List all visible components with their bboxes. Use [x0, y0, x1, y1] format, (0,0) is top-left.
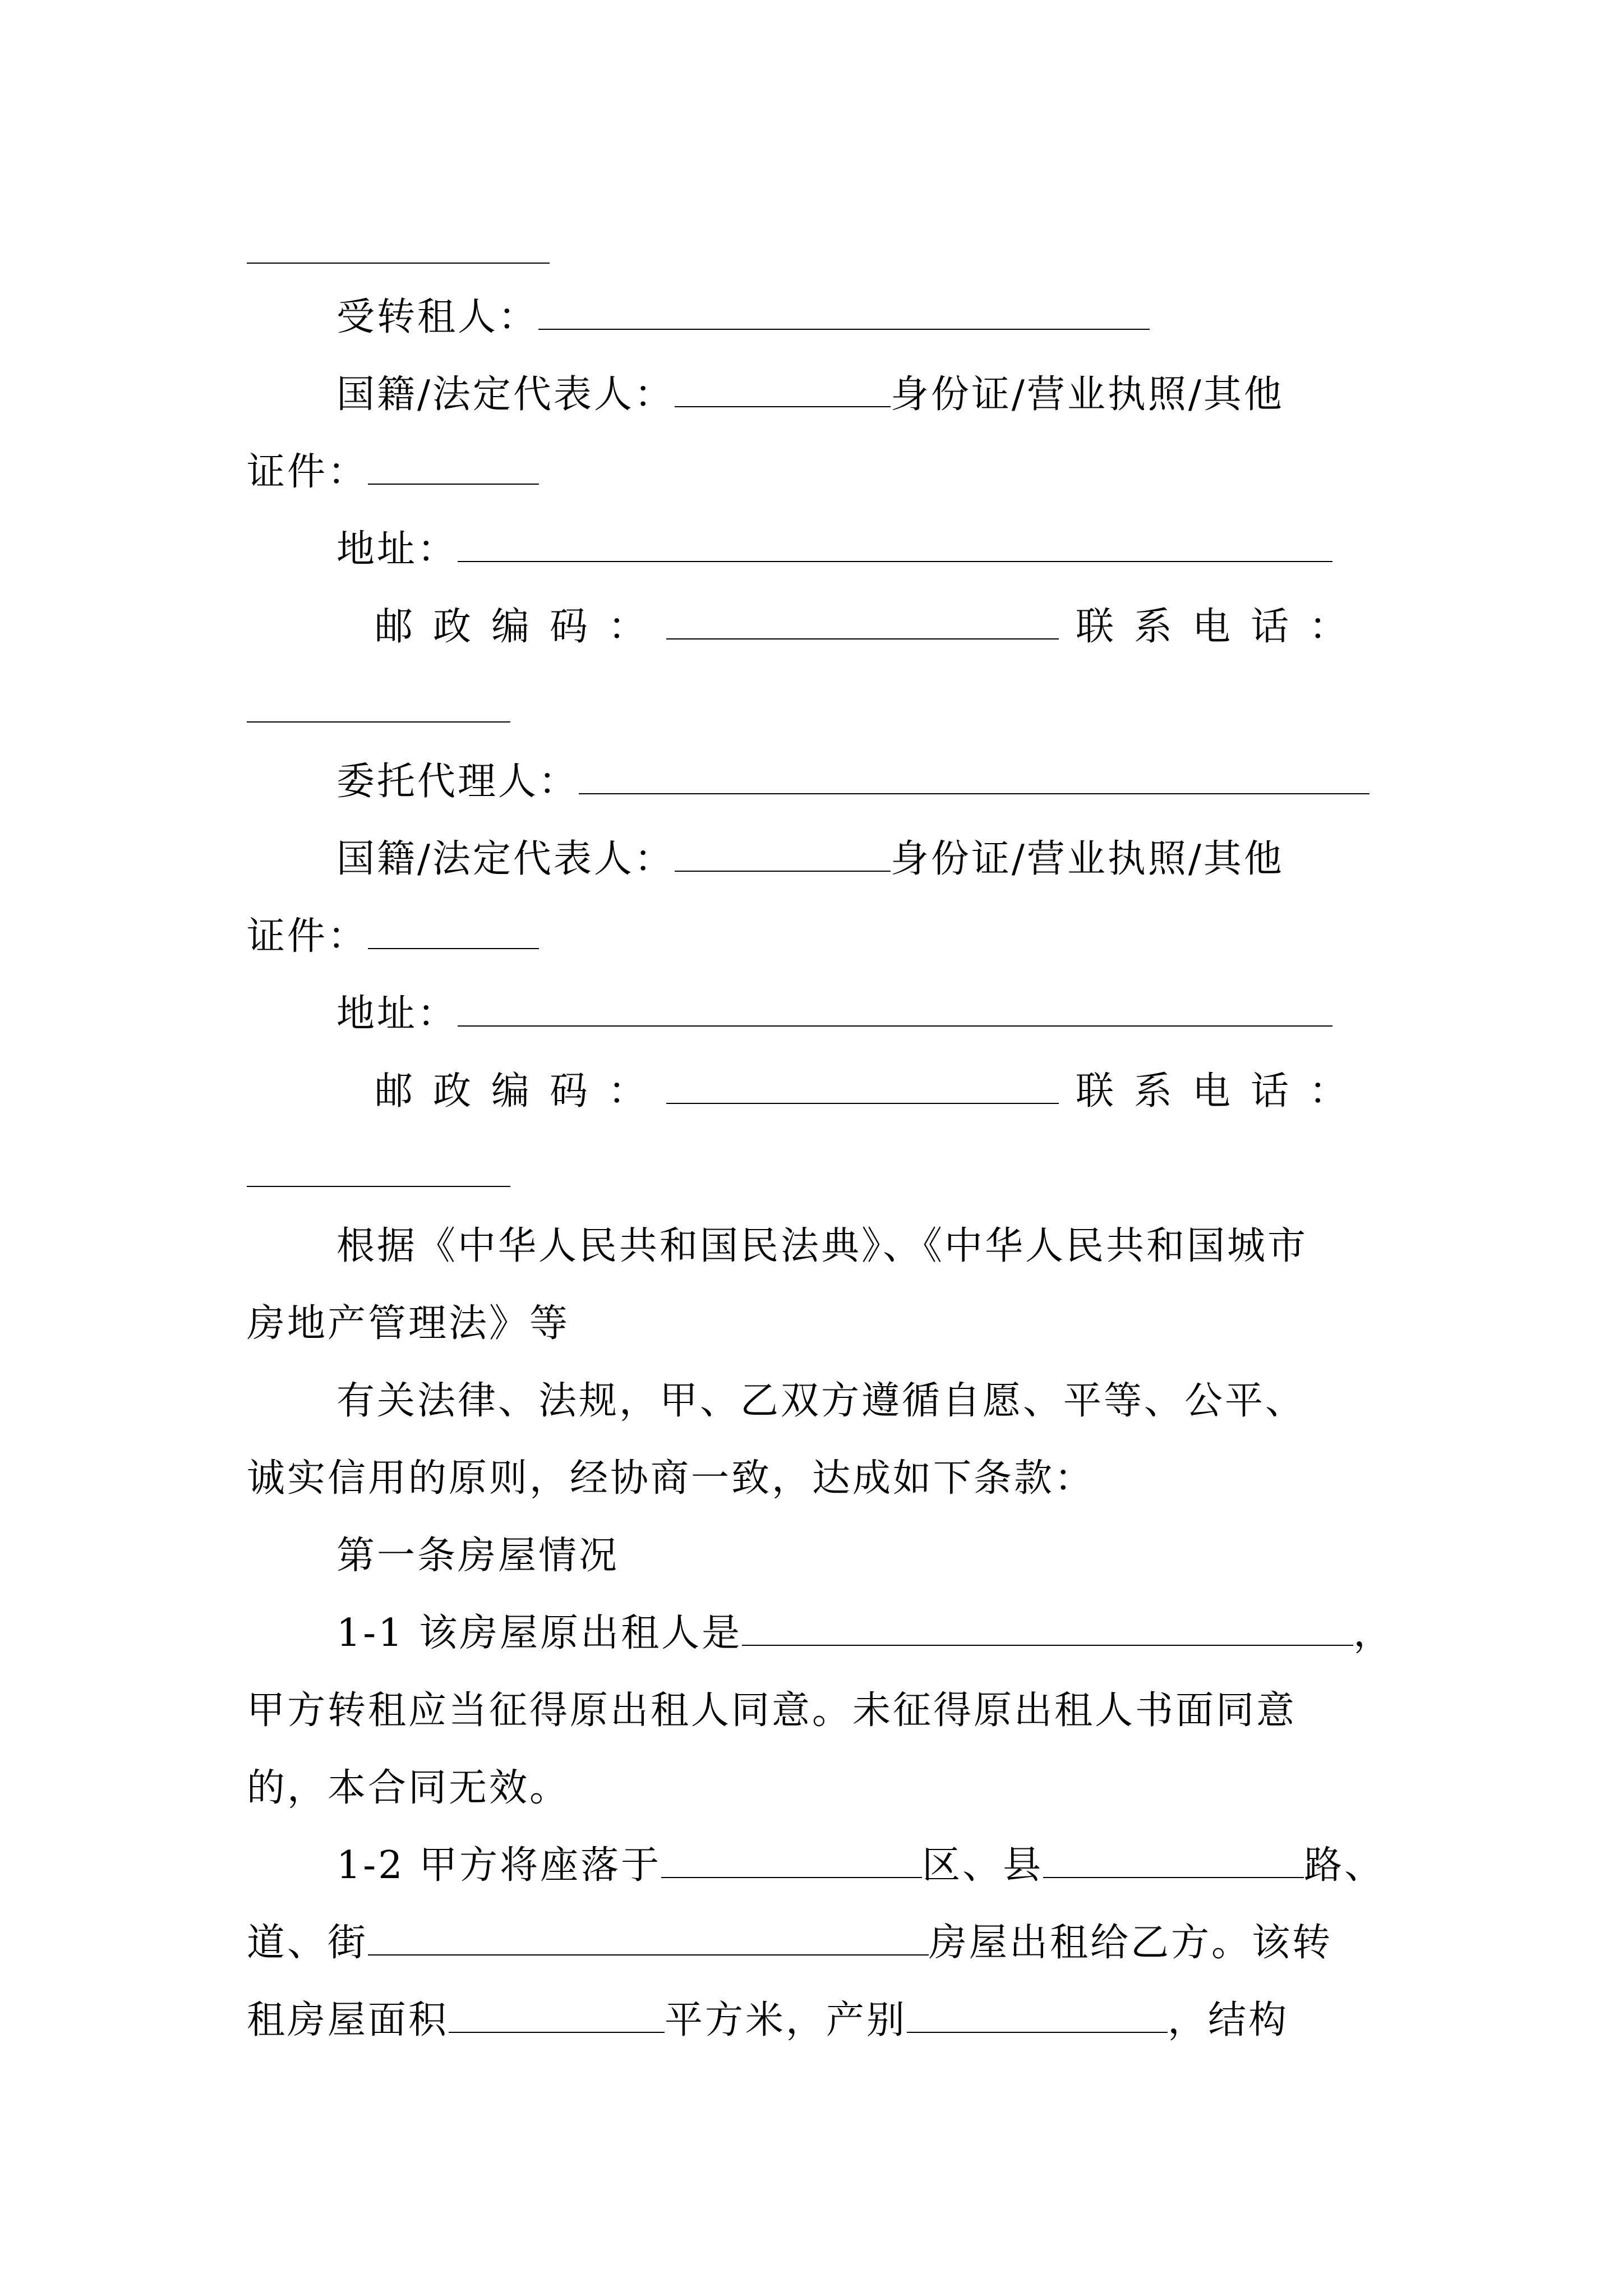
nationality-blank[interactable] — [675, 374, 891, 407]
agent-nationality-blank[interactable] — [675, 838, 891, 872]
clause-1-1-text: 1-1 该房屋原出租人是 — [336, 1611, 743, 1655]
clause-1-1-line-2: 甲方转租应当征得原出租人同意。未征得原出租人书面同意 — [247, 1688, 1297, 1733]
nationality-label: 国籍/法定代表人： — [336, 372, 675, 417]
agent-id-label: 证件： — [247, 914, 368, 959]
district-blank[interactable] — [1043, 1844, 1304, 1878]
phone-blank[interactable] — [247, 721, 510, 723]
postcode-phone-line — [375, 605, 1367, 650]
phone-label: 联系电话： — [1076, 605, 1368, 649]
street-blank[interactable] — [368, 1922, 929, 1955]
agent-id-type-label: 身份证/营业执照/其他 — [890, 837, 1284, 881]
sublessee-label: 受转租人： — [336, 295, 539, 339]
address-label: 地址： — [336, 527, 458, 572]
continuation-line — [247, 263, 550, 264]
clause-1-1-line-3: 的，本合同无效。 — [247, 1766, 570, 1810]
basis-line-2: 房地产管理法》等 — [247, 1301, 570, 1346]
clause-1-2-text: 1-2 甲方将座落于 — [336, 1843, 662, 1888]
clause-1-2-line-2-end: 房屋出租给乙方。该转 — [929, 1921, 1333, 1965]
agent-address-blank[interactable] — [458, 993, 1332, 1027]
location-blank[interactable] — [661, 1844, 922, 1878]
original-lessor-blank[interactable] — [742, 1612, 1353, 1646]
clause-1-2-line-2 — [247, 1921, 1332, 1966]
agent-postcode-blank[interactable] — [666, 1070, 1059, 1104]
clause-1-1-comma: ， — [1353, 1611, 1394, 1655]
article-1-title: 第一条房屋情况 — [336, 1534, 620, 1578]
area-blank[interactable] — [449, 1999, 665, 2033]
address-blank[interactable] — [458, 528, 1332, 562]
sublessee-blank[interactable] — [538, 296, 1150, 330]
agent-id-blank[interactable] — [368, 915, 539, 949]
agent-label: 委托代理人： — [336, 760, 579, 804]
agent-phone-blank[interactable] — [247, 1186, 510, 1187]
clause-1-2-line-3 — [247, 1998, 1289, 2043]
area-label: 租房屋面积 — [247, 1998, 449, 2042]
district-label: 区、县 — [922, 1843, 1044, 1888]
road-label: 路、 — [1304, 1843, 1385, 1888]
basis-line-3: 有关法律、法规，甲、乙双方遵循自愿、平等、公平、 — [336, 1379, 1306, 1423]
agent-nationality-label: 国籍/法定代表人： — [336, 837, 675, 881]
agent-address-line — [336, 992, 1332, 1037]
agent-address-label: 地址： — [336, 992, 458, 1036]
address-line — [336, 527, 1332, 572]
agent-nationality-line — [336, 837, 1284, 882]
property-type-label: 平方米，产别 — [665, 1998, 907, 2042]
basis-line-1: 根据《中华人民共和国民法典》、《中华人民共和国城市 — [336, 1224, 1308, 1268]
id-blank[interactable] — [368, 451, 539, 485]
clause-1-2-line — [336, 1843, 1385, 1888]
nationality-line — [336, 372, 1284, 417]
id-line — [247, 450, 539, 495]
id-label: 证件： — [247, 450, 368, 494]
clause-1-1-line — [336, 1611, 1394, 1656]
street-label: 道、街 — [247, 1921, 368, 1965]
agent-phone-label: 联系电话： — [1076, 1069, 1368, 1114]
agent-blank[interactable] — [579, 761, 1370, 794]
postcode-blank[interactable] — [666, 606, 1059, 639]
property-type-blank[interactable] — [907, 1999, 1168, 2033]
agent-line — [336, 760, 1370, 804]
structure-label: ，结构 — [1168, 1998, 1289, 2042]
postcode-label: 邮政编码： — [375, 605, 667, 649]
id-type-label: 身份证/营业执照/其他 — [890, 372, 1284, 417]
agent-postcode-phone-line — [375, 1069, 1367, 1114]
basis-line-4: 诚实信用的原则，经协商一致，达成如下条款： — [247, 1456, 1095, 1501]
agent-postcode-label: 邮政编码： — [375, 1069, 667, 1114]
sublessee-line — [336, 295, 1150, 340]
agent-id-line — [247, 914, 539, 959]
